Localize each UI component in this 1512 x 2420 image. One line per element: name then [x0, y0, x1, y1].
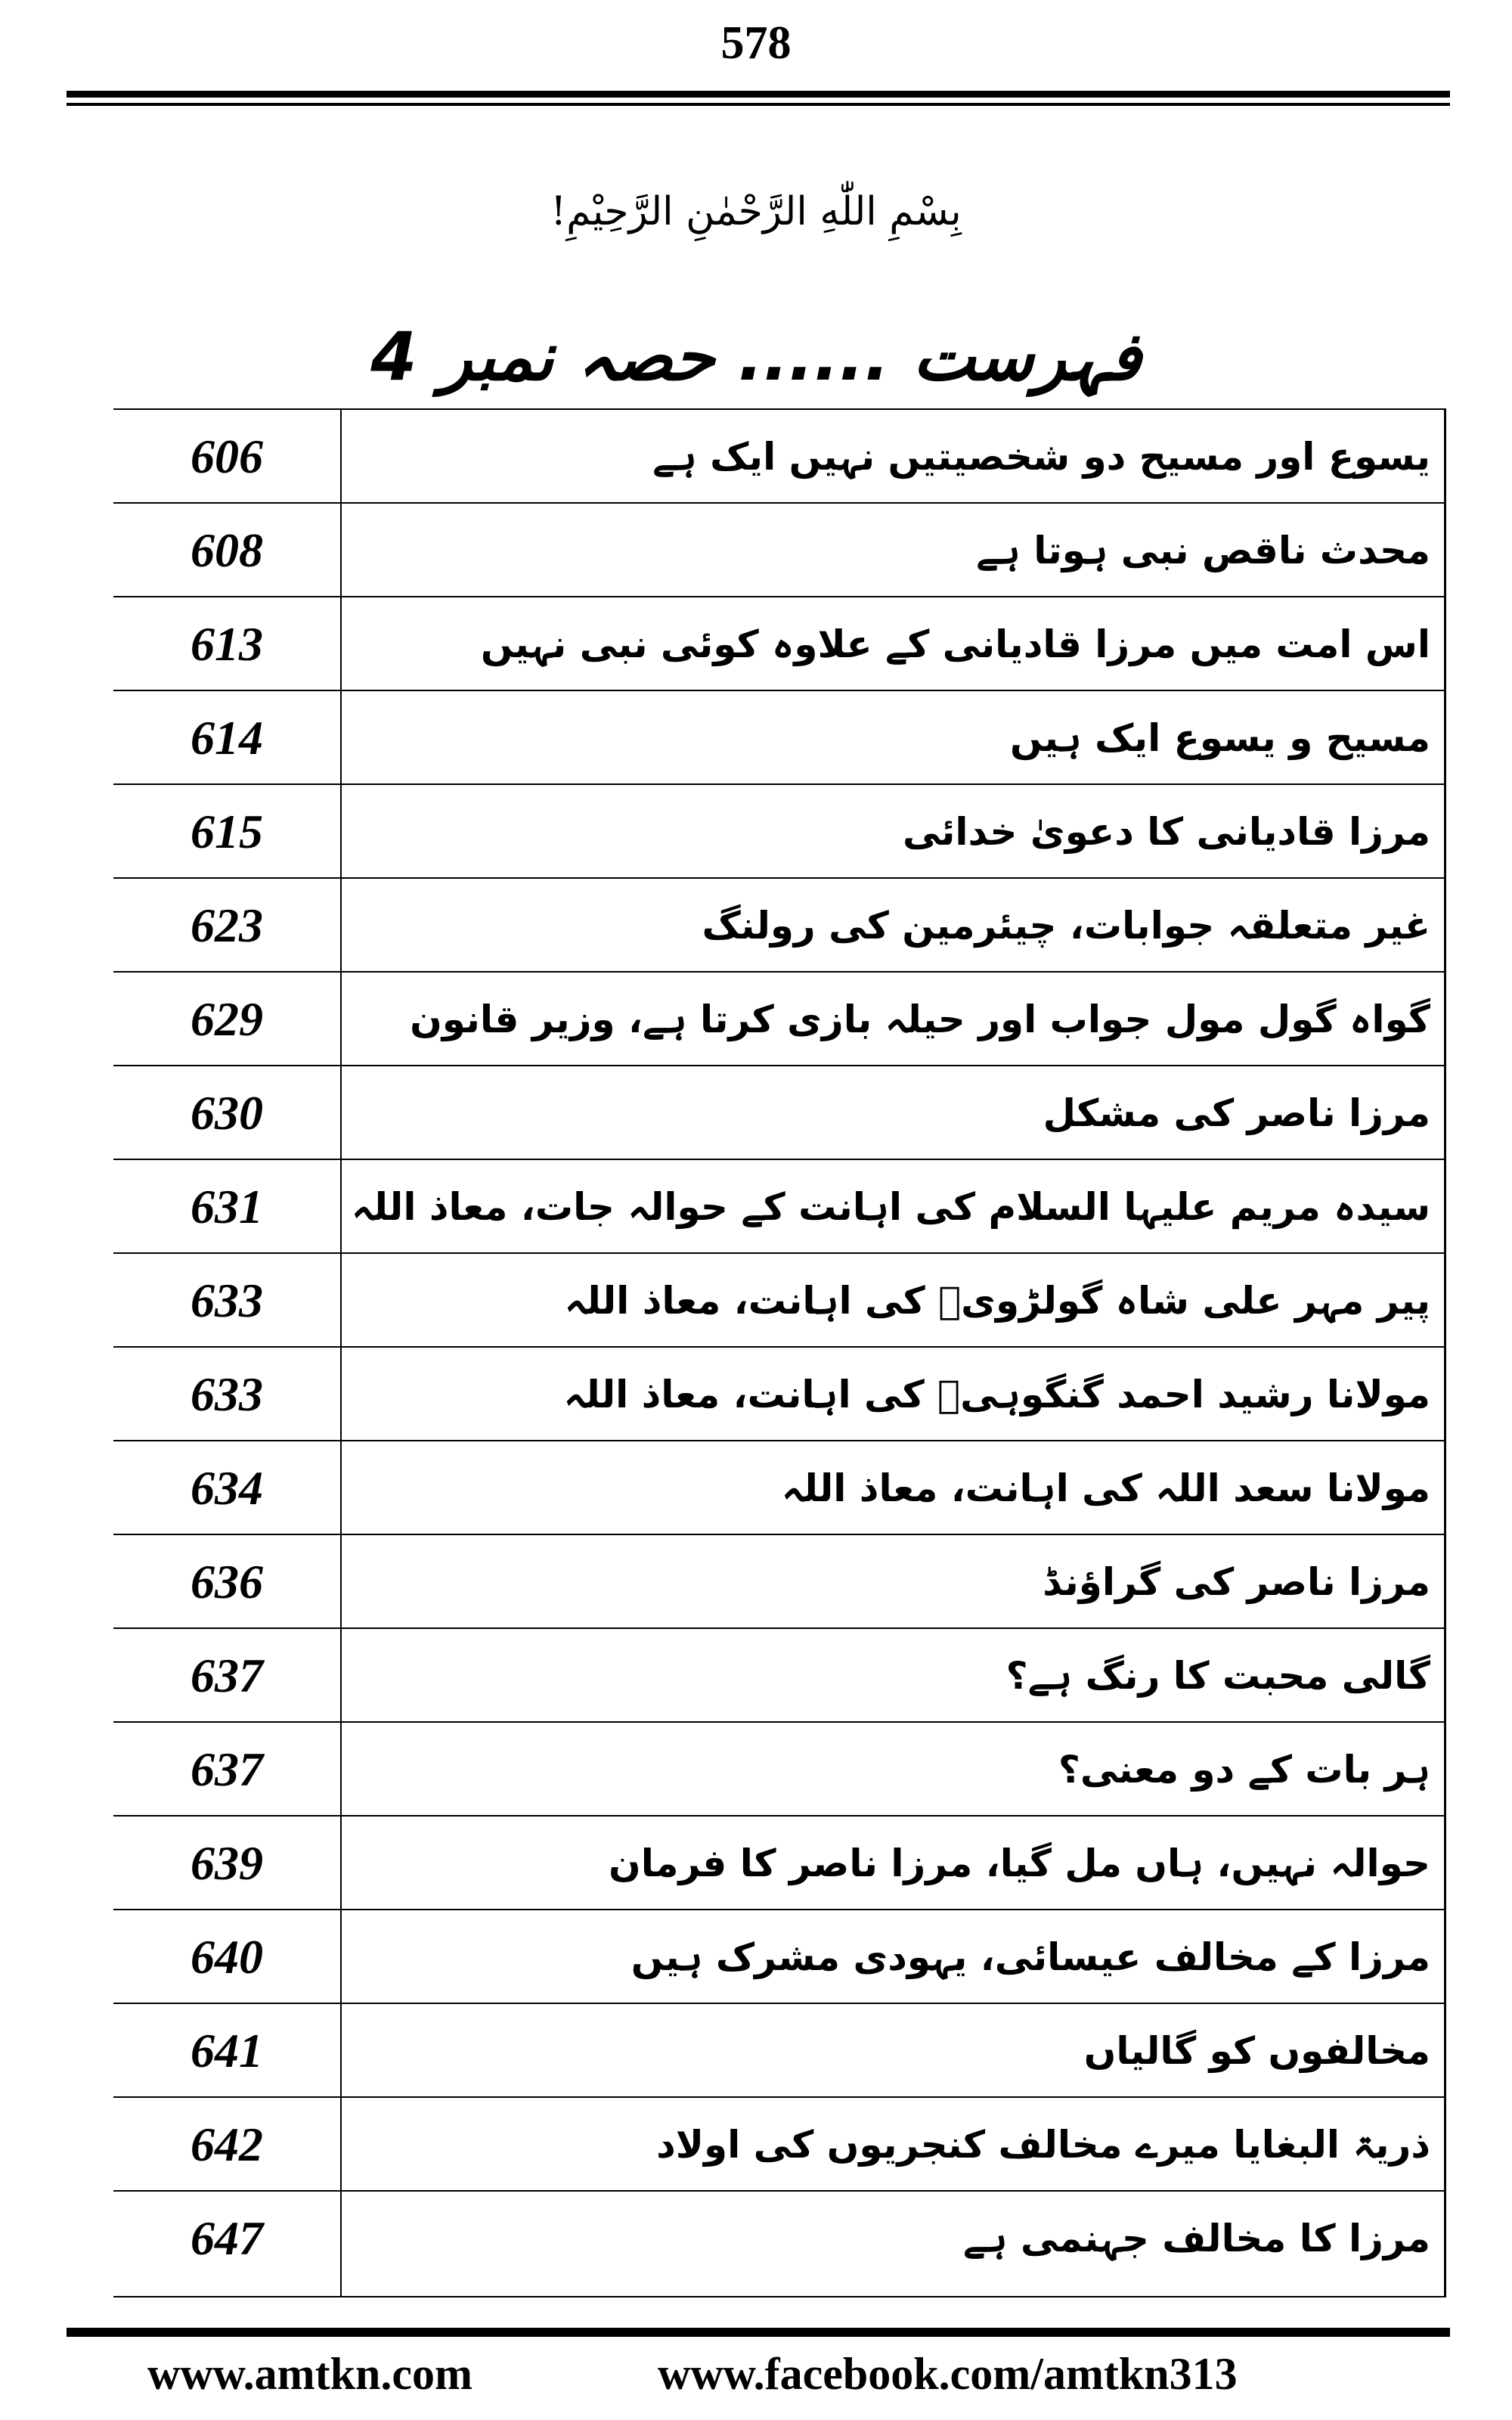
header-rule-thin	[67, 103, 1450, 106]
toc-row	[113, 2190, 1444, 2297]
toc-entry-title: گالی محبت کا رنگ ہے؟	[340, 1629, 1444, 1723]
footer	[0, 2348, 1512, 2409]
toc-entry-title: یسوع اور مسیح دو شخصیتیں نہیں ایک ہے	[340, 410, 1444, 504]
toc-row	[113, 1909, 1444, 2004]
toc-entry-page: 639	[191, 1836, 263, 1890]
toc-entry-page: 633	[191, 1274, 263, 1327]
toc-row	[113, 1252, 1444, 1348]
toc-entry-page: 634	[191, 1461, 263, 1515]
toc-entry-title: مولانا سعد اللہ کی اہانت، معاذ اللہ	[340, 1441, 1444, 1535]
toc-row	[113, 596, 1444, 691]
toc-entry-page: 615	[191, 805, 263, 858]
toc-entry-page: 613	[191, 617, 263, 671]
toc-entry-page: 637	[191, 1742, 263, 1796]
toc-row	[113, 1627, 1444, 1723]
toc-entry-title: اس امت میں مرزا قادیانی کے علاوہ کوئی نبی نہیں	[340, 597, 1444, 691]
toc-entry-title: مرزا ناصر کی مشکل	[340, 1066, 1444, 1160]
toc-row	[113, 1440, 1444, 1535]
toc-entry-page: 647	[191, 2211, 263, 2265]
toc-entry-title: مرزا کا مخالف جہنمی ہے	[340, 2192, 1444, 2297]
toc-row	[113, 1721, 1444, 1817]
toc-entry-title: مخالفوں کو گالیاں	[340, 2004, 1444, 2098]
toc-entry-title: ہر بات کے دو معنی؟	[340, 1723, 1444, 1817]
toc-entry-page: 629	[191, 992, 263, 1046]
toc-entry-page: 608	[191, 523, 263, 577]
page-number: 578	[720, 17, 792, 69]
toc-row	[113, 1815, 1444, 1910]
facebook-link[interactable]: www.facebook.com/amtkn313	[658, 2349, 1238, 2399]
toc-entry-title: مولانا رشید احمد گنگوہیؒ کی اہانت، معاذ اللہ	[340, 1348, 1444, 1441]
toc-entry-page: 637	[191, 1649, 263, 1702]
toc-entry-title: محدث ناقص نبی ہوتا ہے	[340, 504, 1444, 597]
toc-row	[113, 1534, 1444, 1629]
toc-entry-page: 633	[191, 1367, 263, 1421]
toc-row	[113, 1159, 1444, 1254]
toc-row	[113, 502, 1444, 597]
toc-entry-page: 631	[191, 1180, 263, 1233]
toc-row	[113, 2096, 1444, 2192]
toc-row	[113, 1065, 1444, 1160]
toc-entry-page: 630	[191, 1086, 263, 1140]
toc-entry-page: 636	[191, 1555, 263, 1609]
toc-row	[113, 408, 1444, 504]
bismillah-heading: بِسْمِ اللّٰهِ الرَّحْمٰنِ الرَّحِيْمِ!	[550, 189, 962, 234]
toc-entry-page: 640	[191, 1930, 263, 1984]
website-link[interactable]: www.amtkn.com	[147, 2349, 472, 2399]
toc-entry-page: 614	[191, 711, 263, 765]
header-rule-thick	[67, 91, 1450, 98]
toc-table	[113, 408, 1446, 2297]
toc-entry-title: مرزا کے مخالف عیسائی، یہودی مشرک ہیں	[340, 1910, 1444, 2004]
toc-title: فہرست ...... حصہ نمبر 4	[370, 318, 1142, 396]
toc-entry-page: 641	[191, 2024, 263, 2077]
toc-row	[113, 1346, 1444, 1441]
toc-entry-page: 623	[191, 898, 263, 952]
toc-row	[113, 690, 1444, 785]
toc-entry-title: غیر متعلقہ جوابات، چیئرمین کی رولنگ	[340, 879, 1444, 973]
toc-row	[113, 2003, 1444, 2098]
toc-entry-title: حوالہ نہیں، ہاں مل گیا، مرزا ناصر کا فرمان	[340, 1817, 1444, 1910]
toc-entry-page: 606	[191, 430, 263, 483]
toc-entry-title: مرزا قادیانی کا دعویٰ خدائی	[340, 785, 1444, 879]
toc-row	[113, 877, 1444, 973]
toc-entry-title: سیدہ مریم علیہا السلام کی اہانت کے حوالہ جات، معاذ اللہ	[340, 1160, 1444, 1254]
toc-row	[113, 971, 1444, 1066]
toc-row	[113, 783, 1444, 879]
toc-entry-page: 642	[191, 2118, 263, 2171]
toc-entry-title: مرزا ناصر کی گراؤنڈ	[340, 1535, 1444, 1629]
toc-entry-title: مسیح و یسوع ایک ہیں	[340, 691, 1444, 785]
footer-rule	[67, 2328, 1450, 2337]
toc-entry-title: پیر مہر علی شاہ گولڑویؒ کی اہانت، معاذ اللہ	[340, 1254, 1444, 1348]
toc-entry-title: گواہ گول مول جواب اور حیلہ بازی کرتا ہے، وزیر قانون	[340, 973, 1444, 1066]
toc-entry-title: ذریۃ البغایا میرے مخالف کنجریوں کی اولاد	[340, 2098, 1444, 2192]
